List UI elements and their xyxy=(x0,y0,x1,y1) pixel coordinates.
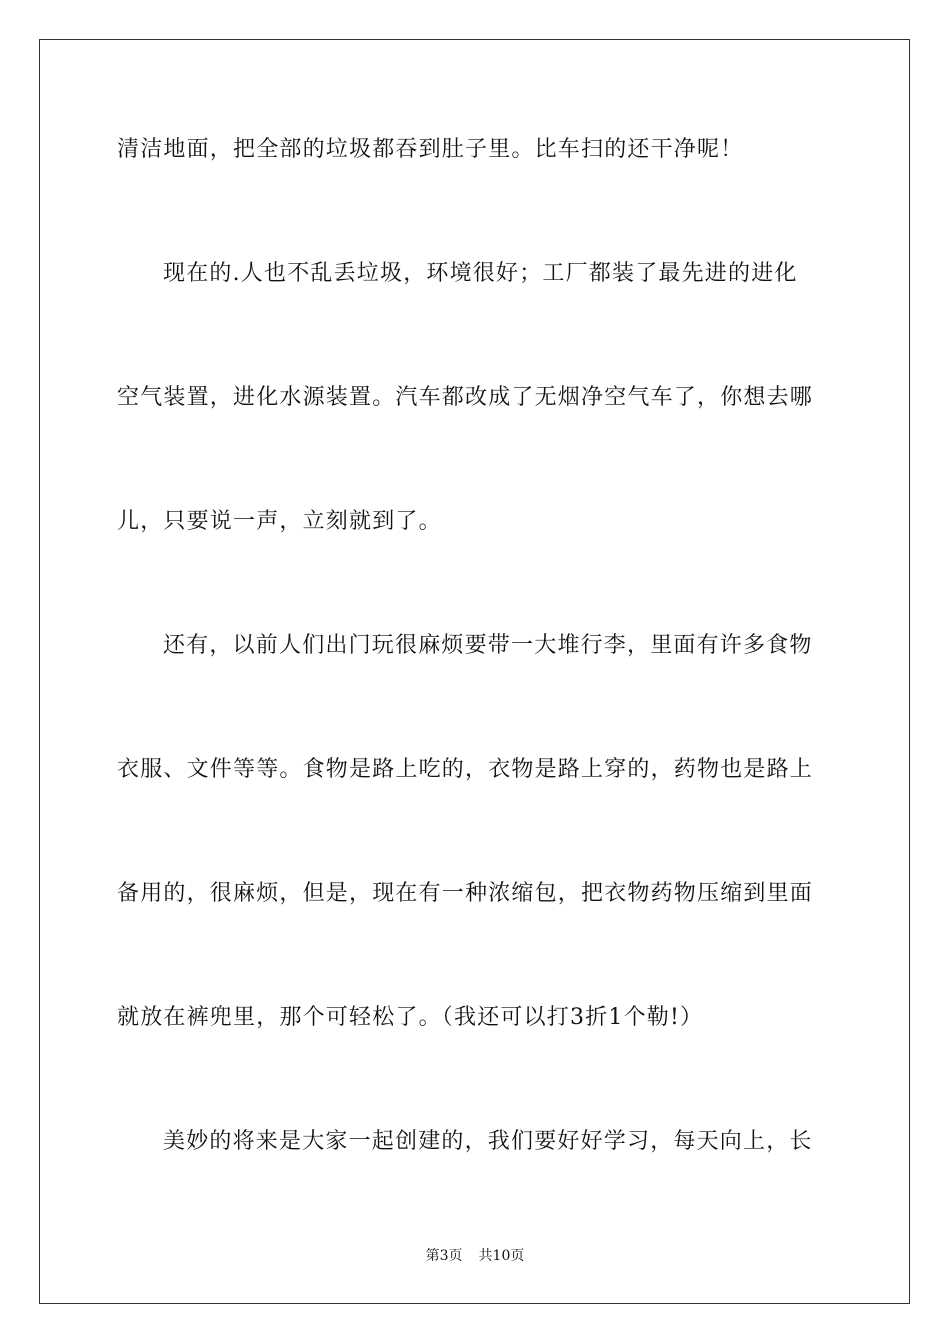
page-footer xyxy=(0,1247,950,1265)
text-line: 备用的，很麻烦，但是，现在有一种浓缩包，把衣物药物压缩到里面 xyxy=(117,881,814,906)
page-total: 共10页 xyxy=(478,1248,525,1264)
text-line: 空气装置，进化水源装置。汽车都改成了无烟净空气车了，你想去哪 xyxy=(117,385,814,410)
page-number: 第3页 xyxy=(425,1248,463,1264)
text-line: 现在的.人也不乱丢垃圾，环境很好；工厂都装了最先进的进化 xyxy=(163,261,798,286)
text-line: 还有，以前人们出门玩很麻烦要带一大堆行李，里面有许多食物 xyxy=(163,633,813,658)
text-line: 清洁地面，把全部的垃圾都吞到肚子里。比车扫的还干净呢！ xyxy=(117,137,744,162)
page-border xyxy=(39,39,910,1304)
text-line: 衣服、文件等等。食物是路上吃的，衣物是路上穿的，药物也是路上 xyxy=(117,757,814,782)
text-line: 美妙的将来是大家一起创建的，我们要好好学习，每天向上，长 xyxy=(163,1129,813,1154)
text-line: 就放在裤兜里，那个可轻松了。（我还可以打3折1个勒!） xyxy=(117,1005,704,1030)
text-line: 儿，只要说一声，立刻就到了。 xyxy=(117,509,442,534)
